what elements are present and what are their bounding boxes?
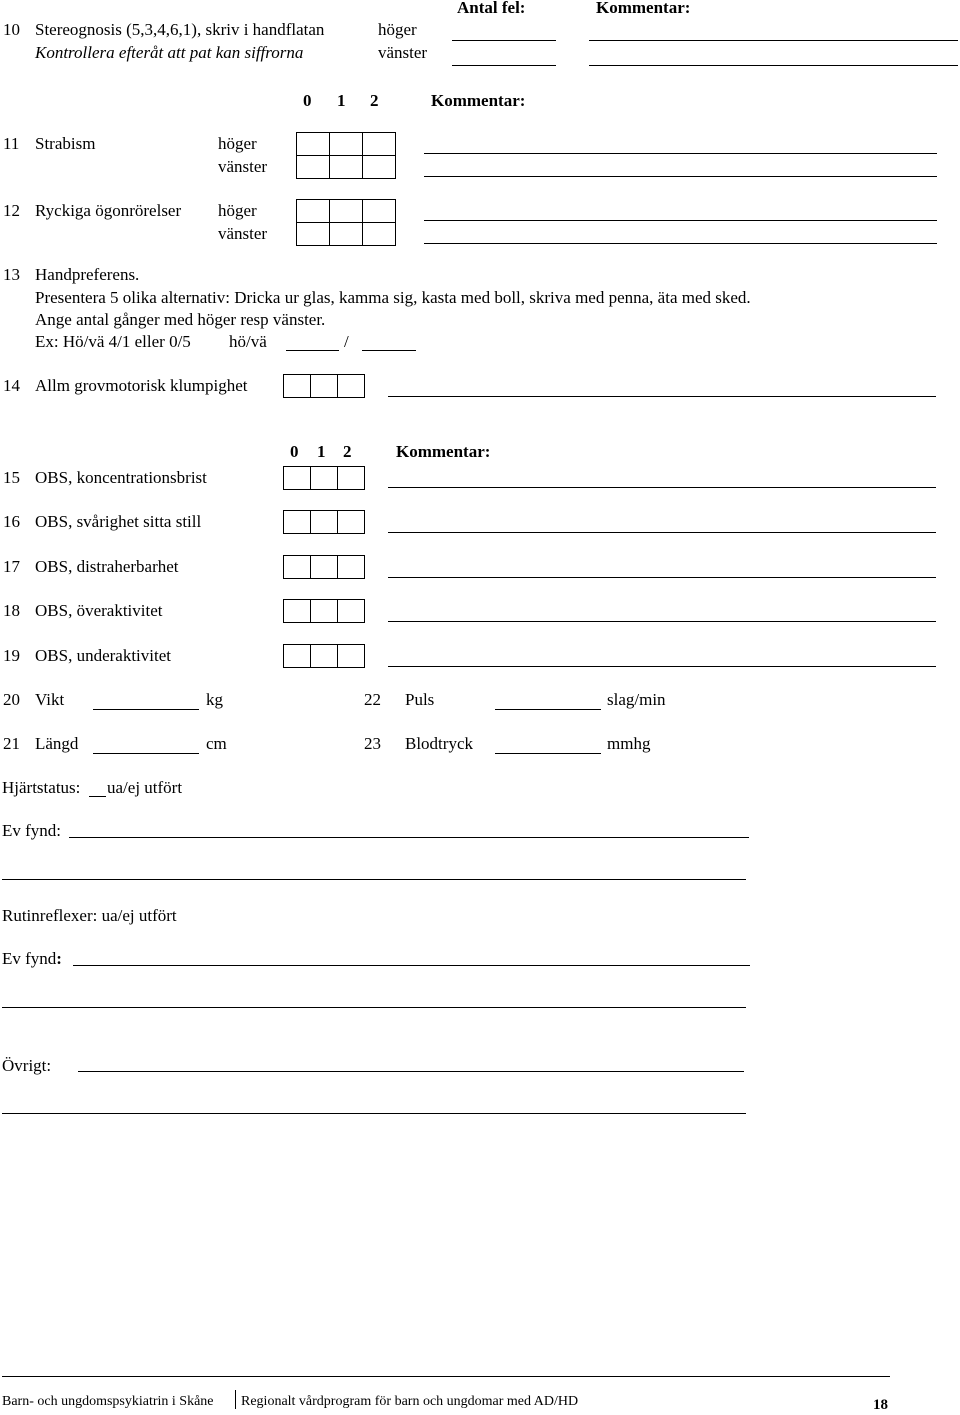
scale-2-two: 2 [343, 442, 352, 461]
item-12-number: 12 [3, 201, 20, 220]
item-11-left-comment-line[interactable] [424, 176, 937, 177]
ev-fynd-line-1[interactable] [69, 837, 749, 838]
blodtryck-label: Blodtryck [405, 734, 473, 753]
obs-item-score-boxes[interactable] [283, 644, 365, 668]
footer-rule [2, 1376, 890, 1377]
obs-item-title: OBS, underaktivitet [35, 646, 171, 665]
scale-2-kommentar: Kommentar: [396, 442, 491, 461]
item-13-instruction-2: Ange antal gånger med höger resp vänster. [35, 310, 326, 329]
item-12-left-label: vänster [218, 224, 268, 243]
ovrigt-label: Övrigt: [2, 1056, 52, 1075]
vikt-unit: kg [206, 690, 223, 709]
footer-right: Regionalt vårdprogram för barn och ungdomar med AD/HD [241, 1394, 579, 1409]
rutinreflexer-label: Rutinreflexer: ua/ej utfört [2, 906, 177, 925]
item-13-example: Ex: Hö/vä 4/1 eller 0/5 [35, 332, 191, 351]
blodtryck-field[interactable] [495, 753, 601, 754]
obs-item-number: 18 [3, 601, 20, 620]
item-11-left-score-boxes[interactable] [296, 155, 396, 179]
item-14-comment-line[interactable] [388, 396, 936, 397]
obs-item-number: 17 [3, 557, 20, 576]
obs-item-score-boxes[interactable] [283, 466, 365, 490]
item-10-title: Stereognosis (5,3,4,6,1), skriv i handflatan [35, 20, 325, 39]
vikt-number: 20 [3, 690, 20, 709]
langd-field[interactable] [93, 753, 199, 754]
item-13-title: Handpreferens. [35, 265, 140, 284]
item-13-instruction: Presentera 5 olika alternativ: Dricka ur glas, kamma sig, kasta med boll, skriva med penna, äta med sked. [35, 288, 751, 307]
item-12-right-score-boxes[interactable] [296, 199, 396, 223]
langd-label: Längd [35, 734, 79, 753]
obs-item-comment-line[interactable] [388, 532, 936, 533]
obs-item-comment-line[interactable] [388, 487, 936, 488]
item-13-left-count-line[interactable] [362, 350, 416, 351]
obs-item-score-boxes[interactable] [283, 555, 365, 579]
ev-fynd-line-2[interactable] [73, 965, 750, 966]
item-10-subtitle: Kontrollera efteråt att pat kan siffrorna [35, 43, 304, 62]
scale-2-one: 1 [317, 442, 326, 461]
hjartstatus-options: ua/ej utfört [107, 778, 183, 797]
item-13-hova-label: hö/vä [229, 332, 267, 351]
item-13-number: 13 [3, 265, 20, 284]
item-11-right-comment-line[interactable] [424, 153, 937, 154]
item-12-right-label: höger [218, 201, 257, 220]
hjartstatus-field[interactable] [89, 796, 106, 797]
langd-number: 21 [3, 734, 20, 753]
item-10-right-comment-line[interactable] [589, 40, 958, 41]
obs-item-comment-line[interactable] [388, 666, 936, 667]
item-11-number: 11 [3, 134, 20, 153]
item-14-title: Allm grovmotorisk klumpighet [35, 376, 248, 395]
vikt-field[interactable] [93, 709, 199, 710]
obs-item-title: OBS, distraherbarhet [35, 557, 179, 576]
scale-1-two: 2 [370, 91, 379, 110]
scale-2-zero: 0 [290, 442, 299, 461]
obs-item-number: 15 [3, 468, 20, 487]
obs-item-score-boxes[interactable] [283, 599, 365, 623]
vikt-label: Vikt [35, 690, 65, 709]
obs-item-title: OBS, koncentrationsbrist [35, 468, 207, 487]
obs-item-number: 19 [3, 646, 20, 665]
obs-item-number: 16 [3, 512, 20, 531]
ev-fynd-line-1b[interactable] [2, 879, 746, 880]
blodtryck-unit: mmhg [607, 734, 651, 753]
kommentar-header: Kommentar: [596, 0, 691, 17]
footer-left: Barn- och ungdomspsykiatrin i Skåne [2, 1394, 214, 1409]
puls-field[interactable] [495, 709, 601, 710]
hjartstatus-label: Hjärtstatus: [2, 778, 81, 797]
scale-1-one: 1 [337, 91, 346, 110]
item-11-title: Strabism [35, 134, 96, 153]
item-11-right-label: höger [218, 134, 257, 153]
puls-number: 22 [364, 690, 381, 709]
item-13-right-count-line[interactable] [286, 350, 339, 351]
puls-label: Puls [405, 690, 435, 709]
puls-unit: slag/min [607, 690, 666, 709]
item-11-right-score-boxes[interactable] [296, 132, 396, 156]
item-12-title: Ryckiga ögonrörelser [35, 201, 182, 220]
antal-fel-header: Antal fel: [457, 0, 526, 17]
item-10-left-errors-line[interactable] [452, 65, 556, 66]
obs-item-comment-line[interactable] [388, 577, 936, 578]
scale-1-kommentar: Kommentar: [431, 91, 526, 110]
ev-fynd-label-1: Ev fynd: [2, 821, 62, 840]
blodtryck-number: 23 [364, 734, 381, 753]
item-10-right-errors-line[interactable] [452, 40, 556, 41]
langd-unit: cm [206, 734, 227, 753]
scale-1-zero: 0 [303, 91, 312, 110]
item-10-left-comment-line[interactable] [589, 65, 958, 66]
item-12-left-comment-line[interactable] [424, 243, 937, 244]
ev-fynd-label-2: Ev fynd: [2, 949, 62, 968]
page-number: 18 [873, 1397, 888, 1413]
item-14-score-boxes[interactable] [283, 374, 365, 398]
item-10-number: 10 [3, 20, 20, 39]
item-12-left-score-boxes[interactable] [296, 222, 396, 246]
ev-fynd-line-2b[interactable] [2, 1007, 746, 1008]
item-13-slash: / [344, 332, 349, 351]
footer-divider [235, 1390, 236, 1409]
item-14-number: 14 [3, 376, 20, 395]
obs-item-title: OBS, svårighet sitta still [35, 512, 202, 531]
obs-item-title: OBS, överaktivitet [35, 601, 163, 620]
obs-item-comment-line[interactable] [388, 621, 936, 622]
ovrigt-line-1[interactable] [78, 1071, 744, 1072]
item-11-left-label: vänster [218, 157, 268, 176]
item-10-left-label: vänster [378, 43, 428, 62]
obs-item-score-boxes[interactable] [283, 510, 365, 534]
item-12-right-comment-line[interactable] [424, 220, 937, 221]
item-10-right-label: höger [378, 20, 417, 39]
ovrigt-line-2[interactable] [2, 1113, 746, 1114]
